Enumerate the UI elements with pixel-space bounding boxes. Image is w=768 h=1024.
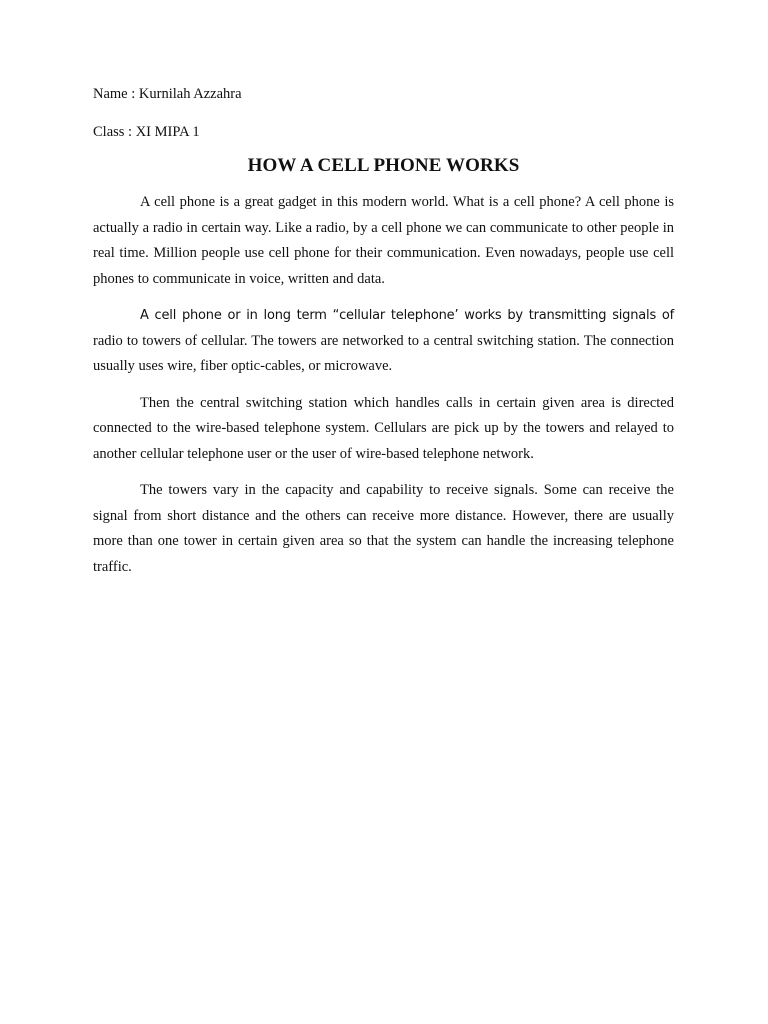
student-name: Name : Kurnilah Azzahra [93, 86, 242, 102]
document-title: HOW A CELL PHONE WORKS [247, 155, 520, 176]
paragraph-3: Then the central switching station which handles calls in certain given area is directed connected to the wire-based telephone system. Cellulars are pick up by the towers and relayed to another cellular telephone user or the user of wire-based telephone network. [93, 394, 674, 462]
paragraph-4: The towers vary in the capacity and capability to receive signals. Some can receive the signal from short distance and the others can receive more distance. However, there are usually more than one tower in certain given area so that the system can handle the increasing telephone traffic. [93, 482, 674, 575]
document-page [93, 84, 674, 591]
paragraph-1: A cell phone is a great gadget in this modern world. What is a cell phone? A cell phone is actually a radio in certain way. Like a radio, by a cell phone we can communicate to other people in real time. Million people use cell phone for their communication. Even nowadays, people use cell phones to communicate in voice, written and data. [93, 194, 674, 287]
paragraph-2-rest: radio to towers of cellular. The towers are networked to a central switching station. The connection usually uses wire, fiber optic-cables, or microwave. [93, 332, 674, 374]
student-class: Class : XI MIPA 1 [93, 124, 200, 140]
paragraph-2 [93, 303, 674, 380]
paragraph-2-first-line: A cell phone or in long term “cellular telephone’ works by transmitting signals of [140, 308, 674, 323]
